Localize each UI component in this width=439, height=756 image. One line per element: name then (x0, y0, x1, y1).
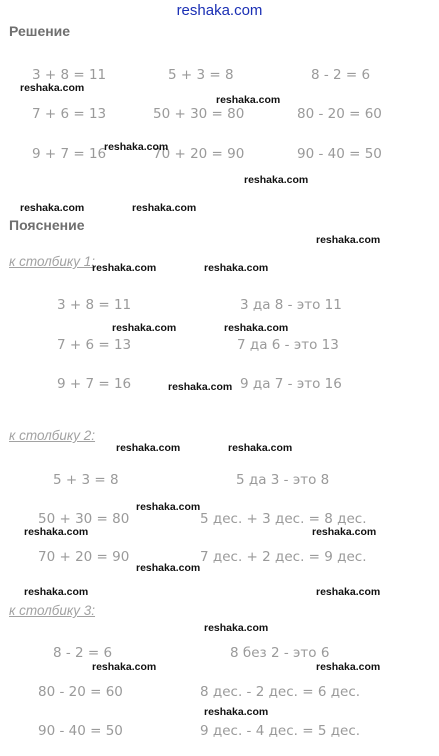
solution-eq: 50 + 30 = 80 (153, 106, 245, 122)
solution-eq: 8 - 2 = 6 (311, 67, 371, 83)
watermark: reshaka.com (228, 442, 293, 454)
watermark: reshaka.com (20, 82, 85, 94)
explanation-eq: 80 - 20 = 60 (38, 684, 123, 700)
watermark: reshaka.com (24, 526, 89, 538)
watermark: reshaka.com (204, 706, 269, 718)
solution-eq: 9 + 7 = 16 (32, 146, 107, 162)
watermark: reshaka.com (168, 381, 233, 393)
explanation-eq: 70 + 20 = 90 (38, 549, 130, 565)
explanation-eq: 8 - 2 = 6 (53, 645, 113, 661)
watermark: reshaka.com (204, 262, 269, 274)
explanation-eq: 5 + 3 = 8 (53, 472, 119, 488)
solution-eq: 80 - 20 = 60 (297, 106, 382, 122)
solution-eq: 5 + 3 = 8 (168, 67, 234, 83)
site-logo: reshaka.com (176, 2, 263, 19)
column-1-label: к столбику 1: (9, 254, 96, 269)
explanation-eq: 90 - 40 = 50 (38, 723, 123, 739)
solution-eq: 3 + 8 = 11 (32, 67, 107, 83)
watermark: reshaka.com (116, 442, 181, 454)
watermark: reshaka.com (244, 174, 309, 186)
explanation-text: 3 да 8 - это 11 (240, 297, 342, 313)
explanation-text: 8 дес. - 2 дес. = 6 дес. (200, 684, 361, 700)
explanation-text: 9 да 7 - это 16 (240, 376, 342, 392)
solution-eq: 70 + 20 = 90 (153, 146, 245, 162)
watermark: reshaka.com (224, 322, 289, 334)
watermark: reshaka.com (136, 562, 201, 574)
watermark: reshaka.com (204, 622, 269, 634)
explanation-eq: 50 + 30 = 80 (38, 511, 130, 527)
watermark: reshaka.com (24, 586, 89, 598)
watermark: reshaka.com (112, 322, 177, 334)
watermark: reshaka.com (92, 661, 157, 673)
explanation-text: 7 дес. + 2 дес. = 9 дес. (200, 549, 367, 565)
watermark: reshaka.com (104, 141, 169, 153)
watermark: reshaka.com (316, 661, 381, 673)
explanation-text: 7 да 6 - это 13 (237, 337, 339, 353)
watermark: reshaka.com (216, 94, 281, 106)
explanation-text: 5 дес. + 3 дес. = 8 дес. (200, 511, 367, 527)
watermark: reshaka.com (136, 501, 201, 513)
explanation-text: 8 без 2 - это 6 (230, 645, 330, 661)
watermark: reshaka.com (20, 202, 85, 214)
watermark: reshaka.com (132, 202, 197, 214)
explanation-heading: Пояснение (9, 217, 85, 233)
column-2-label: к столбику 2: (9, 428, 96, 443)
watermark: reshaka.com (312, 526, 377, 538)
solution-eq: 7 + 6 = 13 (32, 106, 107, 122)
explanation-eq: 9 + 7 = 16 (57, 376, 132, 392)
watermark: reshaka.com (316, 234, 381, 246)
watermark: reshaka.com (92, 262, 157, 274)
solution-eq: 90 - 40 = 50 (297, 146, 382, 162)
column-3-label: к столбику 3: (9, 603, 96, 618)
explanation-text: 5 да 3 - это 8 (236, 472, 330, 488)
explanation-eq: 3 + 8 = 11 (57, 297, 132, 313)
watermark: reshaka.com (316, 586, 381, 598)
explanation-text: 9 дес. - 4 дес. = 5 дес. (200, 723, 361, 739)
explanation-eq: 7 + 6 = 13 (57, 337, 132, 353)
solution-heading: Решение (9, 23, 71, 39)
